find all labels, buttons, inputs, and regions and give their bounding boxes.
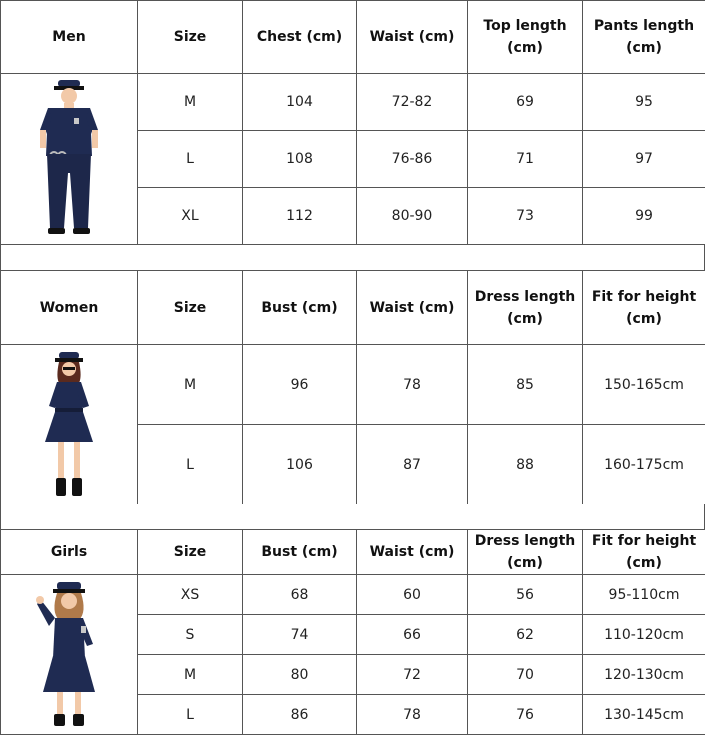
header-bust: Bust (cm) bbox=[243, 530, 357, 575]
size-cell: M bbox=[138, 74, 243, 131]
dress-length-cell: 85 bbox=[468, 345, 583, 425]
size-cell: L bbox=[138, 695, 243, 735]
header-fit-height: Fit for height (cm) bbox=[583, 271, 705, 345]
bust-cell: 86 bbox=[243, 695, 357, 735]
size-cell: L bbox=[138, 131, 243, 188]
bust-cell: 74 bbox=[243, 615, 357, 655]
police-man-figure bbox=[34, 78, 104, 240]
dress-length-cell: 56 bbox=[468, 575, 583, 615]
bust-cell: 80 bbox=[243, 655, 357, 695]
girls-section-label: Girls bbox=[1, 530, 138, 575]
men-costume-photo bbox=[1, 74, 138, 245]
dress-length-cell: 88 bbox=[468, 425, 583, 505]
dress-length-cell: 76 bbox=[468, 695, 583, 735]
size-cell: XL bbox=[138, 188, 243, 245]
chest-cell: 104 bbox=[243, 74, 357, 131]
dress-length-cell: 62 bbox=[468, 615, 583, 655]
waist-cell: 72 bbox=[357, 655, 468, 695]
girls-size-table bbox=[0, 529, 705, 735]
women-costume-photo bbox=[1, 345, 138, 505]
waist-cell: 72-82 bbox=[357, 74, 468, 131]
bust-cell: 106 bbox=[243, 425, 357, 505]
police-girl-figure bbox=[29, 580, 109, 730]
table-row bbox=[1, 345, 705, 425]
waist-cell: 78 bbox=[357, 345, 468, 425]
header-size: Size bbox=[138, 530, 243, 575]
table-row bbox=[1, 74, 705, 131]
waist-cell: 87 bbox=[357, 425, 468, 505]
fit-height-cell: 95-110cm bbox=[583, 575, 705, 615]
size-cell: M bbox=[138, 345, 243, 425]
top-length-cell: 71 bbox=[468, 131, 583, 188]
men-header-row bbox=[1, 1, 705, 74]
pants-length-cell: 99 bbox=[583, 188, 705, 245]
top-length-cell: 73 bbox=[468, 188, 583, 245]
waist-cell: 60 bbox=[357, 575, 468, 615]
size-cell: L bbox=[138, 425, 243, 505]
men-size-table bbox=[0, 0, 705, 245]
header-waist: Waist (cm) bbox=[357, 530, 468, 575]
waist-cell: 76-86 bbox=[357, 131, 468, 188]
header-bust: Bust (cm) bbox=[243, 271, 357, 345]
pants-length-cell: 97 bbox=[583, 131, 705, 188]
women-size-table bbox=[0, 270, 705, 505]
girls-costume-photo bbox=[1, 575, 138, 735]
chest-cell: 108 bbox=[243, 131, 357, 188]
fit-height-cell: 150-165cm bbox=[583, 345, 705, 425]
header-top-length: Top length (cm) bbox=[468, 1, 583, 74]
chest-cell: 112 bbox=[243, 188, 357, 245]
table-row bbox=[1, 575, 705, 615]
fit-height-cell: 130-145cm bbox=[583, 695, 705, 735]
header-waist: Waist (cm) bbox=[357, 1, 468, 74]
bust-cell: 68 bbox=[243, 575, 357, 615]
header-chest: Chest (cm) bbox=[243, 1, 357, 74]
bust-cell: 96 bbox=[243, 345, 357, 425]
women-section-label: Women bbox=[1, 271, 138, 345]
dress-length-cell: 70 bbox=[468, 655, 583, 695]
section-spacer bbox=[0, 245, 705, 271]
header-dress-length: Dress length (cm) bbox=[468, 530, 583, 575]
header-size: Size bbox=[138, 271, 243, 345]
police-woman-figure bbox=[39, 350, 99, 500]
waist-cell: 66 bbox=[357, 615, 468, 655]
header-fit-height: Fit for height (cm) bbox=[583, 530, 705, 575]
header-size: Size bbox=[138, 1, 243, 74]
men-section-label: Men bbox=[1, 1, 138, 74]
fit-height-cell: 120-130cm bbox=[583, 655, 705, 695]
header-dress-length: Dress length (cm) bbox=[468, 271, 583, 345]
header-pants-length: Pants length (cm) bbox=[583, 1, 705, 74]
pants-length-cell: 95 bbox=[583, 74, 705, 131]
size-cell: XS bbox=[138, 575, 243, 615]
size-cell: S bbox=[138, 615, 243, 655]
fit-height-cell: 160-175cm bbox=[583, 425, 705, 505]
top-length-cell: 69 bbox=[468, 74, 583, 131]
girls-header-row bbox=[1, 530, 705, 575]
size-cell: M bbox=[138, 655, 243, 695]
women-header-row bbox=[1, 271, 705, 345]
header-waist: Waist (cm) bbox=[357, 271, 468, 345]
section-spacer bbox=[0, 504, 705, 530]
waist-cell: 78 bbox=[357, 695, 468, 735]
waist-cell: 80-90 bbox=[357, 188, 468, 245]
fit-height-cell: 110-120cm bbox=[583, 615, 705, 655]
